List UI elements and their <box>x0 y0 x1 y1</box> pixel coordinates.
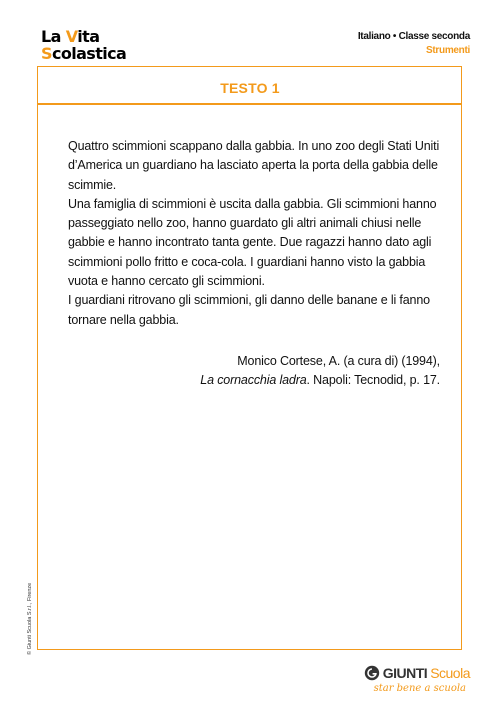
logo-giunti-text: GIUNTI <box>382 665 428 681</box>
citation-line-2 <box>200 371 440 390</box>
title-divider <box>37 103 462 105</box>
logo-scuola-text: Scuola <box>430 665 470 681</box>
citation <box>200 352 440 390</box>
story-text <box>68 137 440 330</box>
header-meta <box>358 30 470 58</box>
paragraph-2: Una famiglia di scimmioni è uscita dalla gabbia. Gli scimmioni hanno passeggiato nello zoo, hanno guardato gli altri animali chiusi nelle gabbie e hanno incontrato tanta gente. Due ragazzi hanno dato agli scimmioni pollo fritto e coca-cola. I guardiani hanno visto la gabbia vuota e hanno cercato gli scimmioni. <box>68 196 437 289</box>
brand-line-1: La Vita <box>41 27 100 46</box>
section-label: Strumenti <box>426 45 470 56</box>
page-title: TESTO 1 <box>220 80 280 96</box>
citation-book-title: La cornacchia ladra <box>200 373 307 387</box>
citation-line-1: Monico Cortese, A. (a cura di) (1994), <box>237 354 440 368</box>
giunti-mark-icon <box>364 665 380 681</box>
paragraph-3: I guardiani ritrovano gli scimmioni, gli danno delle banane e li fanno tornare nella gabbia. <box>68 293 430 327</box>
publisher-logo <box>364 665 470 694</box>
citation-publisher: . Napoli: Tecnodid, p. 17. <box>306 373 440 387</box>
copyright-note: © Giunti Scuola S.r.l., Firenze <box>27 582 33 655</box>
paragraph-1: Quattro scimmioni scappano dalla gabbia. In uno zoo degli Stati Uniti d’America un guardiano ha lasciato aperta la porta della gabbia delle scimmie. <box>68 139 440 192</box>
subject-label: Italiano • Classe seconda <box>357 31 470 42</box>
logo-tagline: star bene a scuola <box>373 683 466 694</box>
publisher-logo-row <box>364 665 470 681</box>
brand-logo <box>41 28 126 62</box>
brand-line-2: Scolastica <box>41 44 127 63</box>
